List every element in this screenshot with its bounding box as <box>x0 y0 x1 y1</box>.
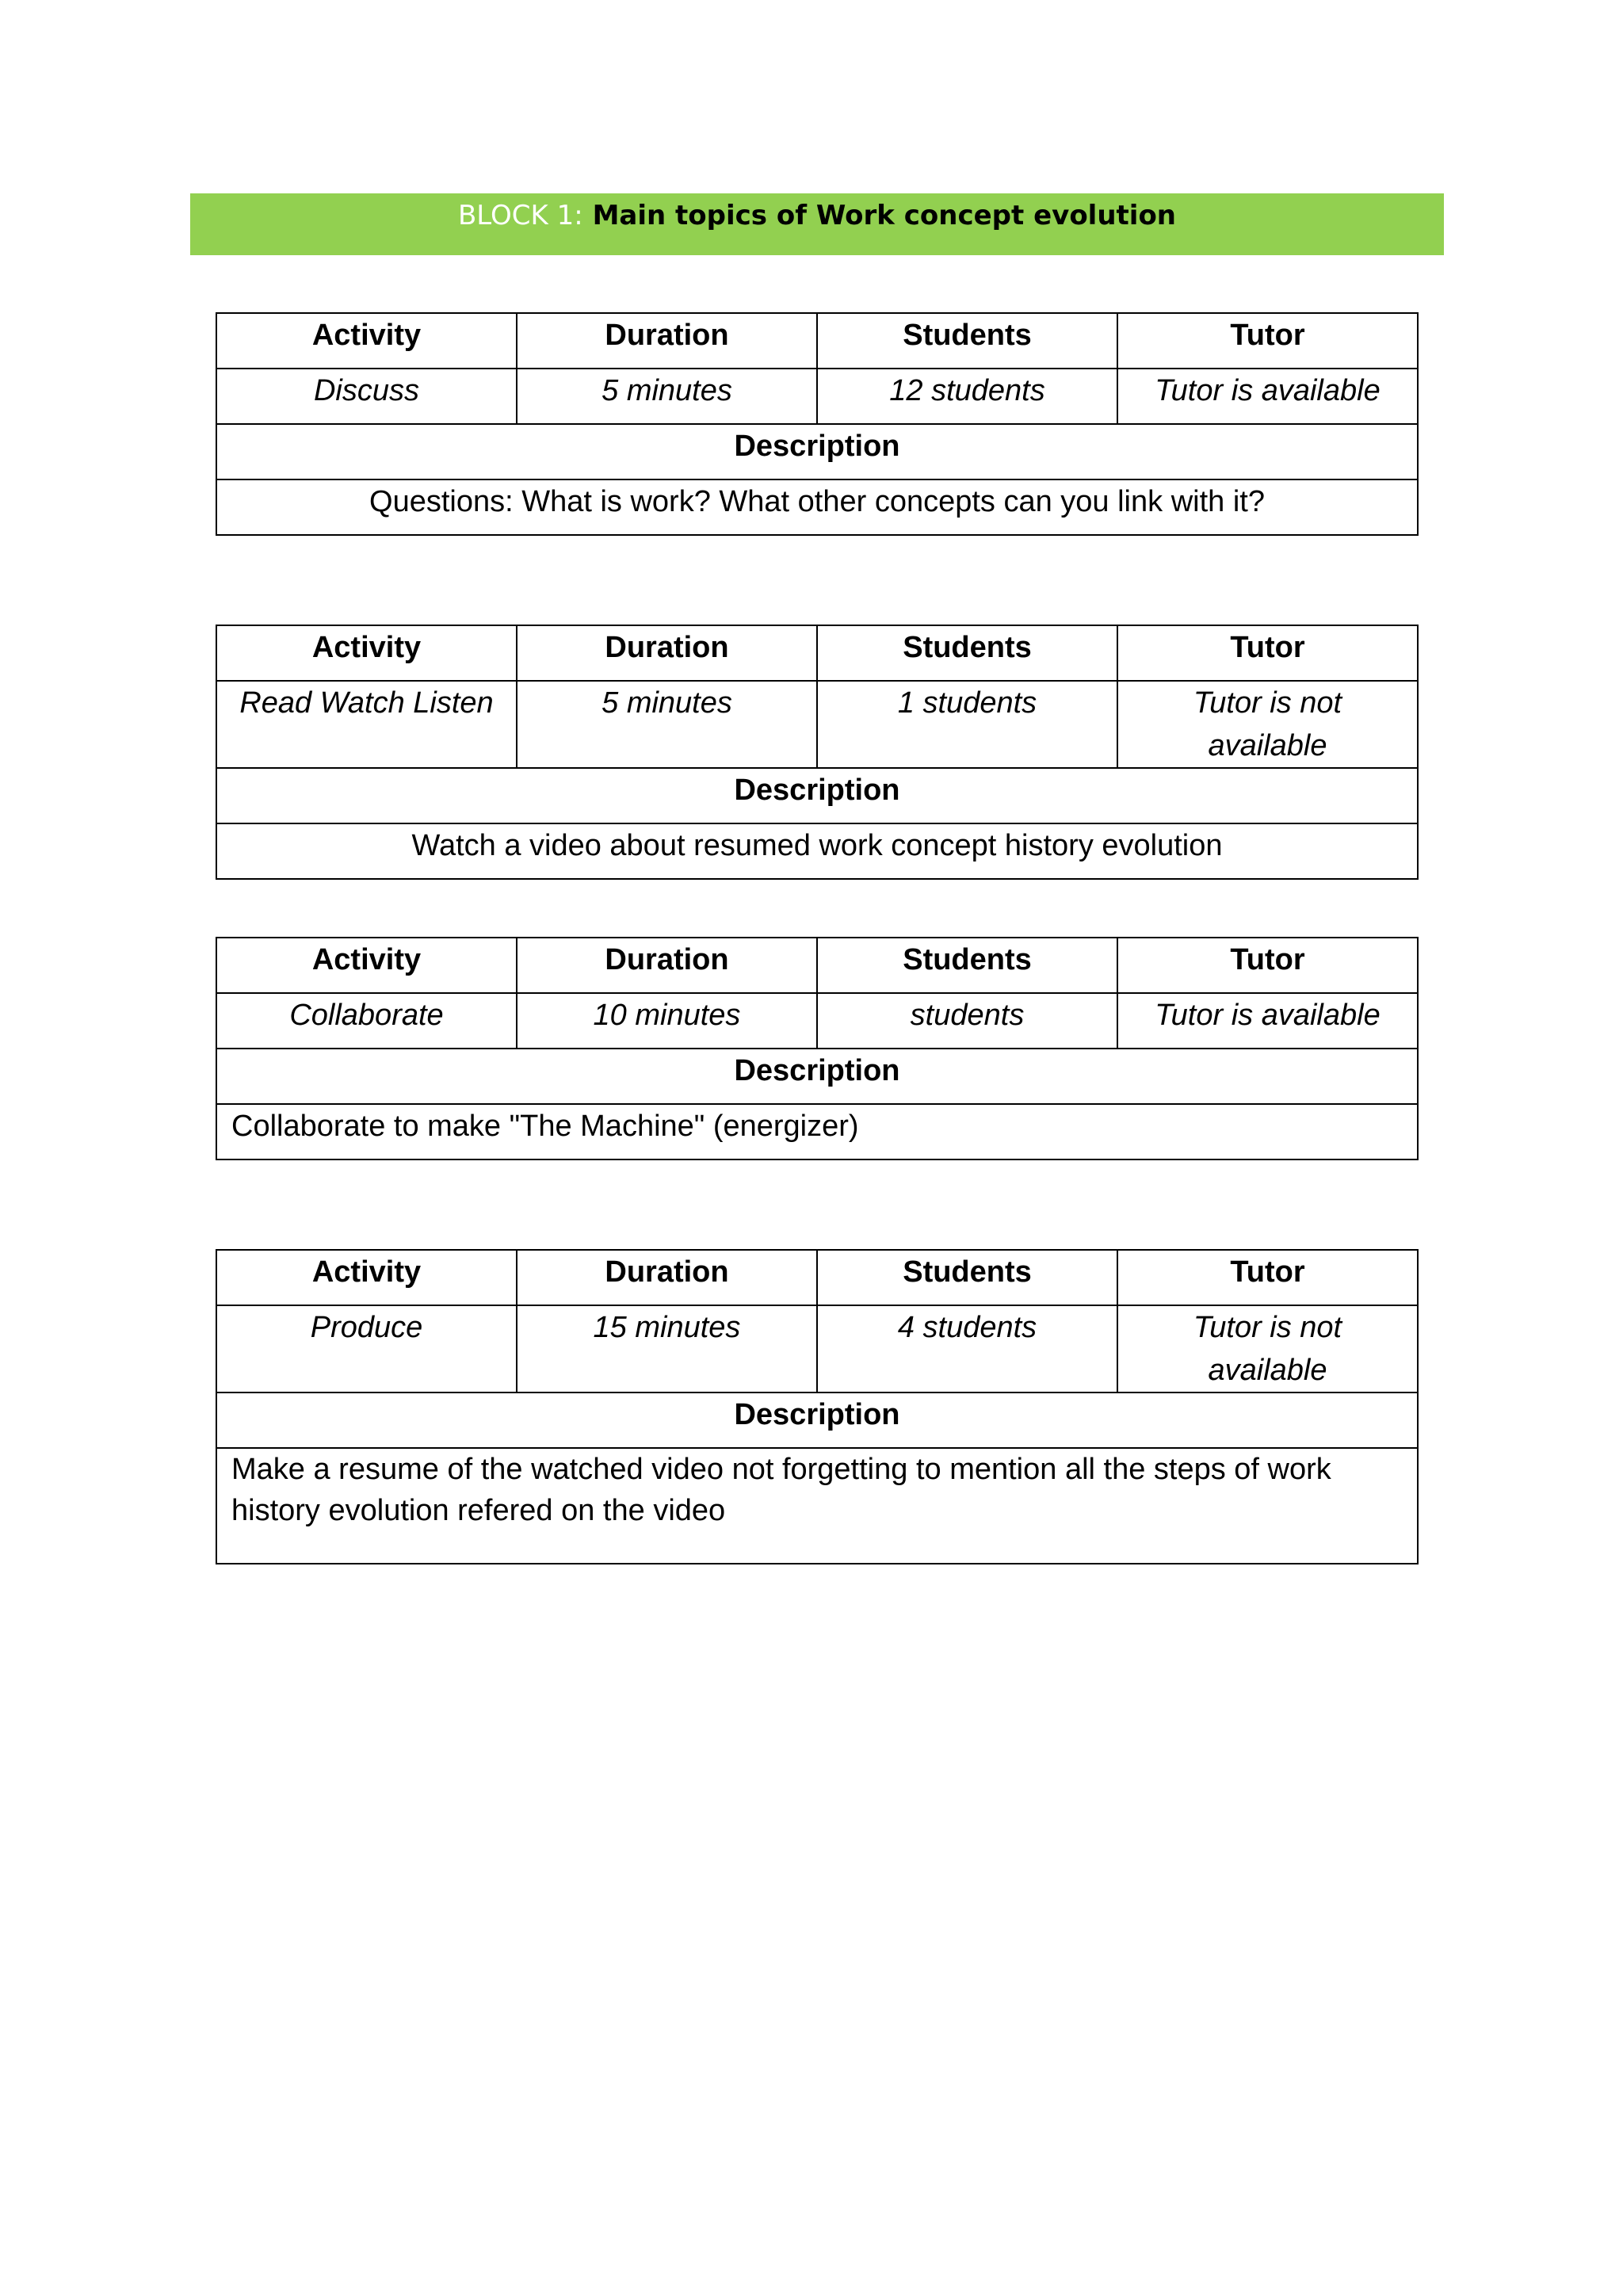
duration-value: 15 minutes <box>517 1305 817 1392</box>
activity-table-1 <box>216 312 1419 536</box>
students-value: 12 students <box>817 369 1117 424</box>
block-label: BLOCK 1: <box>457 200 583 231</box>
description-text: Questions: What is work? What other concepts can you link with it? <box>216 479 1418 535</box>
tutor-header: Tutor <box>1117 1250 1418 1305</box>
tutor-value: Tutor is available <box>1117 369 1418 424</box>
description-text: Collaborate to make "The Machine" (energizer) <box>216 1104 1418 1159</box>
duration-value: 5 minutes <box>517 369 817 424</box>
duration-header: Duration <box>517 938 817 993</box>
duration-header: Duration <box>517 625 817 681</box>
tutor-value: Tutor is not available <box>1117 681 1418 768</box>
block-banner <box>190 193 1444 255</box>
description-text: Make a resume of the watched video not forgetting to mention all the steps of work history evolution refered on the video <box>216 1448 1418 1564</box>
description-header: Description <box>216 768 1418 823</box>
students-header: Students <box>817 625 1117 681</box>
activity-header: Activity <box>216 938 517 993</box>
description-header: Description <box>216 424 1418 479</box>
activity-header: Activity <box>216 313 517 369</box>
block-title: Main topics of Work concept evolution <box>592 200 1177 231</box>
activity-value: Read Watch Listen <box>216 681 517 768</box>
duration-header: Duration <box>517 313 817 369</box>
description-text: Watch a video about resumed work concept history evolution <box>216 823 1418 879</box>
activity-table-4 <box>216 1249 1419 1564</box>
tutor-header: Tutor <box>1117 938 1418 993</box>
activity-value: Collaborate <box>216 993 517 1049</box>
students-value: 4 students <box>817 1305 1117 1392</box>
students-header: Students <box>817 313 1117 369</box>
activity-table-3 <box>216 937 1419 1160</box>
tutor-header: Tutor <box>1117 313 1418 369</box>
tutor-header: Tutor <box>1117 625 1418 681</box>
activity-value: Produce <box>216 1305 517 1392</box>
activity-value: Discuss <box>216 369 517 424</box>
students-value: 1 students <box>817 681 1117 768</box>
students-header: Students <box>817 938 1117 993</box>
description-header: Description <box>216 1049 1418 1104</box>
description-header: Description <box>216 1392 1418 1448</box>
activity-header: Activity <box>216 625 517 681</box>
tutor-value: Tutor is not available <box>1117 1305 1418 1392</box>
tutor-value: Tutor is available <box>1117 993 1418 1049</box>
duration-value: 10 minutes <box>517 993 817 1049</box>
students-value: students <box>817 993 1117 1049</box>
duration-value: 5 minutes <box>517 681 817 768</box>
students-header: Students <box>817 1250 1117 1305</box>
duration-header: Duration <box>517 1250 817 1305</box>
activity-header: Activity <box>216 1250 517 1305</box>
activity-table-2 <box>216 625 1419 880</box>
